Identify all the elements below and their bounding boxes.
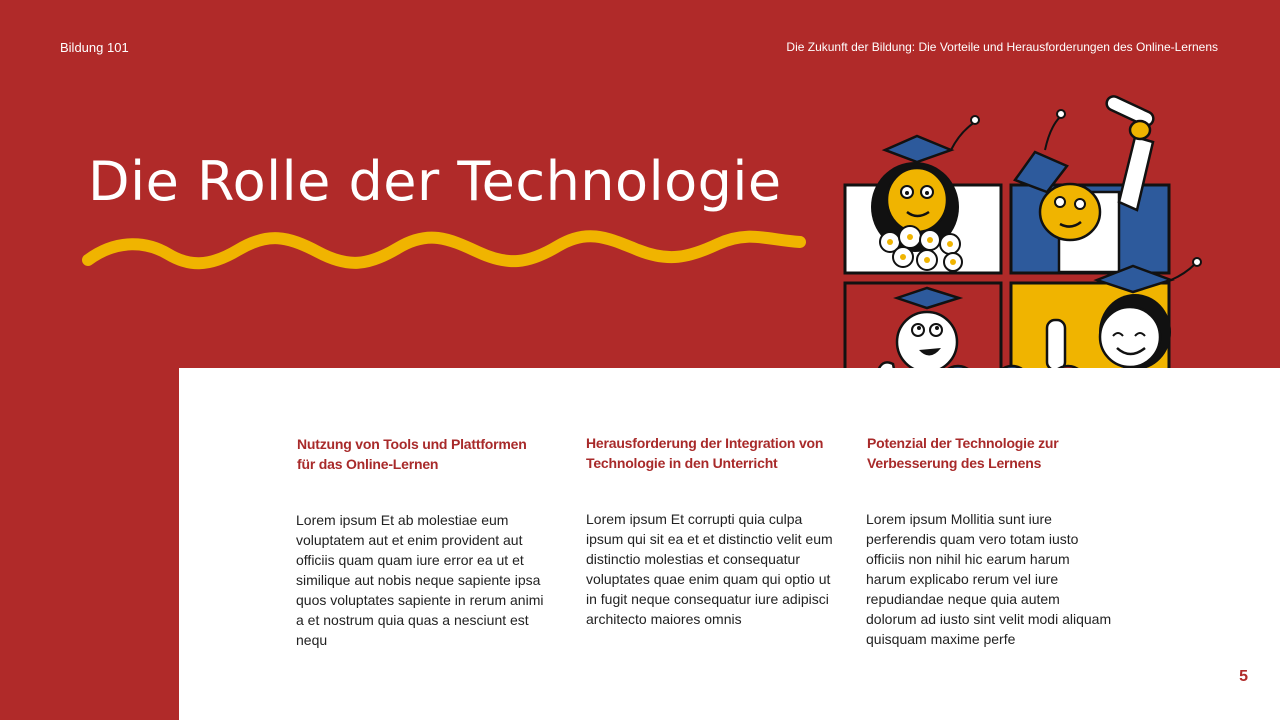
column-body: Lorem ipsum Et ab molestiae eum voluptatem aut et enim provident aut officiis quam quam iure error ea ut et similique aut nobis neque sapiente ipsa quos voluptates sapiente in rerum animi a et nostrum quia quas a nesciunt est nequ [296, 512, 544, 648]
slide-title: Die Rolle der Technologie [88, 150, 782, 213]
column-heading: Potenzial der Technologie zur Verbesserung des Lernens [867, 435, 1059, 471]
column-heading: Herausforderung der Integration von Technologie in den Unterricht [586, 435, 824, 471]
column-integration [586, 433, 836, 627]
brand-label: Bildung 101 [60, 40, 129, 55]
column-tools [296, 434, 547, 648]
column-body: Lorem ipsum Mollitia sunt iure perferendis quam vero totam iusto officiis non nihil hic earum harum harum explicabo rerum vel iure repudiandae neque quia autem dolorum ad iusto sint velit modi aliquam quisquam maxime perfe [866, 511, 1112, 647]
column-body: Lorem ipsum Et corrupti quia culpa ipsum qui sit ea et et distinctio velit eum distinctio molestias et consequatur voluptates quae enim quam qui optio ut in fugit neque consequatur iure adipisci architecto maiores omnis [586, 511, 833, 627]
column-potential [866, 433, 1117, 647]
page-number: 5 [1239, 668, 1248, 685]
yellow-squiggle-decoration [78, 228, 808, 278]
deck-subtitle: Die Zukunft der Bildung: Die Vorteile und Herausforderungen des Online-Lernens [786, 40, 1218, 54]
video-call-graduates-illustration [835, 92, 1215, 407]
column-heading: Nutzung von Tools und Plattformen für das Online-Lernen [297, 436, 527, 472]
